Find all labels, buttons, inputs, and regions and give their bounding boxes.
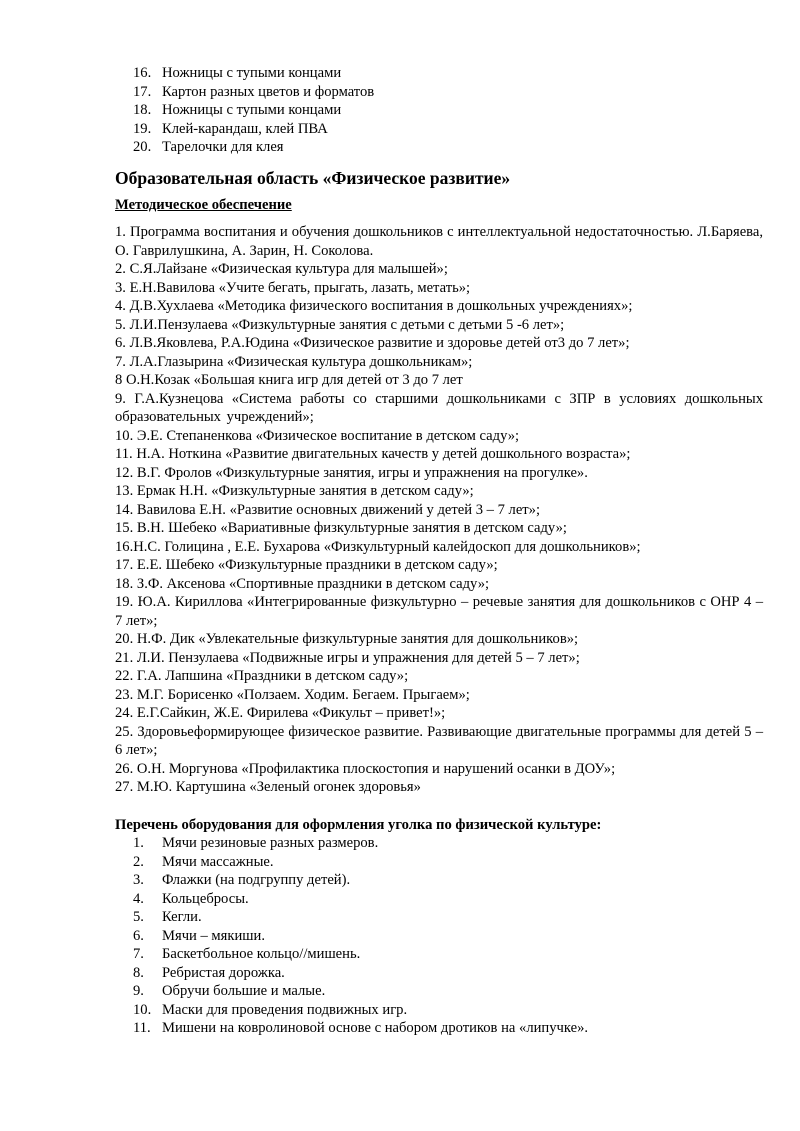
section-title: Образовательная область «Физическое развитие»: [115, 168, 511, 188]
list-item: 9. Обручи большие и малые.: [133, 983, 326, 999]
list-item: 5. Кегли.: [133, 909, 202, 925]
equipment-list: [115, 834, 763, 1038]
list-item: 4. Кольцебросы.: [133, 890, 249, 907]
list-item: 2. Мячи массажные.: [133, 853, 274, 870]
list-item: 27. М.Ю. Картушина «Зеленый огонек здоровья»: [115, 779, 421, 795]
list-item: 14. Вавилова Е.Н. «Развитие основных движений у детей 3 – 7 лет»;: [115, 501, 541, 518]
list-item: 8. Ребристая дорожка.: [133, 964, 285, 981]
list-item: 16. Ножницы с тупыми концами: [133, 65, 342, 81]
list-item: 1. Мячи резиновые разных размеров.: [133, 835, 379, 851]
list-item: 23. М.Г. Борисенко «Ползаем. Ходим. Бегаем. Прыгаем»;: [115, 686, 470, 703]
list-item: 18. З.Ф. Аксенова «Спортивные праздники в детском саду»;: [115, 575, 490, 592]
list-item: 3. Флажки (на подгруппу детей).: [133, 872, 351, 888]
list-item: 25. Здоровьеформирующее физическое развитие. Развивающие двигательные программы для детей 5 – 6 лет»;: [115, 723, 763, 758]
list-item: 17. Картон разных цветов и форматов: [133, 83, 375, 100]
list-item: 20. Н.Ф. Дик «Увлекательные физкультурные занятия для дошкольников»;: [115, 631, 579, 647]
list-item: 3. Е.Н.Вавилова «Учите бегать, прыгать, лазать, метать»;: [115, 279, 471, 296]
list-item: 8 О.Н.Козак «Большая книга игр для детей от 3 до 7 лет: [115, 372, 463, 388]
list-item: 22. Г.А. Лапшина «Праздники в детском саду»;: [115, 668, 409, 684]
methodology-heading: Методическое обеспечение: [115, 197, 292, 213]
list-item: 12. В.Г. Фролов «Физкультурные занятия, игры и упражнения на прогулке».: [115, 464, 588, 481]
list-item: 19. Клей-карандаш, клей ПВА: [133, 120, 328, 137]
list-item: 13. Ермак Н.Н. «Физкультурные занятия в детском саду»;: [115, 483, 474, 499]
list-item: 2. С.Я.Лайзане «Физическая культура для малышей»;: [115, 261, 448, 277]
list-item: 9. Г.А.Кузнецова «Система работы со старшими дошкольниками с ЗПР в условиях дошкольных образовательных учреждений»;: [115, 390, 763, 425]
list-item: 24. Е.Г.Сайкин, Ж.Е. Фирилева «Фикульт – привет!»;: [115, 705, 446, 721]
list-item: 6. Мячи – мякиши.: [133, 927, 265, 944]
list-item: 15. В.Н. Шебеко «Вариативные физкультурные занятия в детском саду»;: [115, 520, 567, 536]
list-item: 7. Баскетбольное кольцо//мишень.: [133, 946, 361, 962]
list-item: 17. Е.Е. Шебеко «Физкультурные праздники в детском саду»;: [115, 557, 498, 573]
materials-list: [115, 64, 763, 157]
list-item: 6. Л.В.Яковлева, Р.А.Юдина «Физическое развитие и здоровье детей от3 до 7 лет»;: [115, 335, 630, 351]
list-item: 21. Л.И. Пензулаева «Подвижные игры и упражнения для детей 5 – 7 лет»;: [115, 649, 580, 666]
list-item: 1. Программа воспитания и обучения дошкольников с интеллектуальной недостаточностью. Л.Баряева, О. Гаврилушкина, А. Зарин, Н. Соколова.: [115, 224, 763, 259]
list-item: 7. Л.А.Глазырина «Физическая культура дошкольникам»;: [115, 353, 473, 370]
methodology-list: [115, 223, 763, 797]
list-item: 26. О.Н. Моргунова «Профилактика плоскостопия и нарушений осанки в ДОУ»;: [115, 760, 616, 777]
list-item: 10. Маски для проведения подвижных игр.: [133, 1001, 408, 1018]
equipment-heading: Перечень оборудования для оформления уголка по физической культуре:: [115, 817, 602, 833]
list-item: 18. Ножницы с тупыми концами: [133, 102, 342, 118]
list-item: 10. Э.Е. Степаненкова «Физическое воспитание в детском саду»;: [115, 427, 520, 444]
list-item: 20. Тарелочки для клея: [133, 139, 284, 155]
list-item: 4. Д.В.Хухлаева «Методика физического воспитания в дошкольных учреждениях»;: [115, 298, 633, 314]
list-item: 19. Ю.А. Кириллова «Интегрированные физкультурно – речевые занятия для дошкольников с ОНР 4 – 7 лет»;: [115, 594, 763, 629]
list-item: 5. Л.И.Пензулаева «Физкультурные занятия с детьми с детьми 5 -6 лет»;: [115, 316, 565, 333]
list-item: 11. Мишени на ковролиновой основе с набором дротиков на «липучке».: [133, 1020, 589, 1036]
list-item: 16.Н.С. Голицина , Е.Е. Бухарова «Физкультурный калейдоскоп для дошкольников»;: [115, 538, 641, 555]
list-item: 11. Н.А. Ноткина «Развитие двигательных качеств у детей дошкольного возраста»;: [115, 446, 631, 462]
